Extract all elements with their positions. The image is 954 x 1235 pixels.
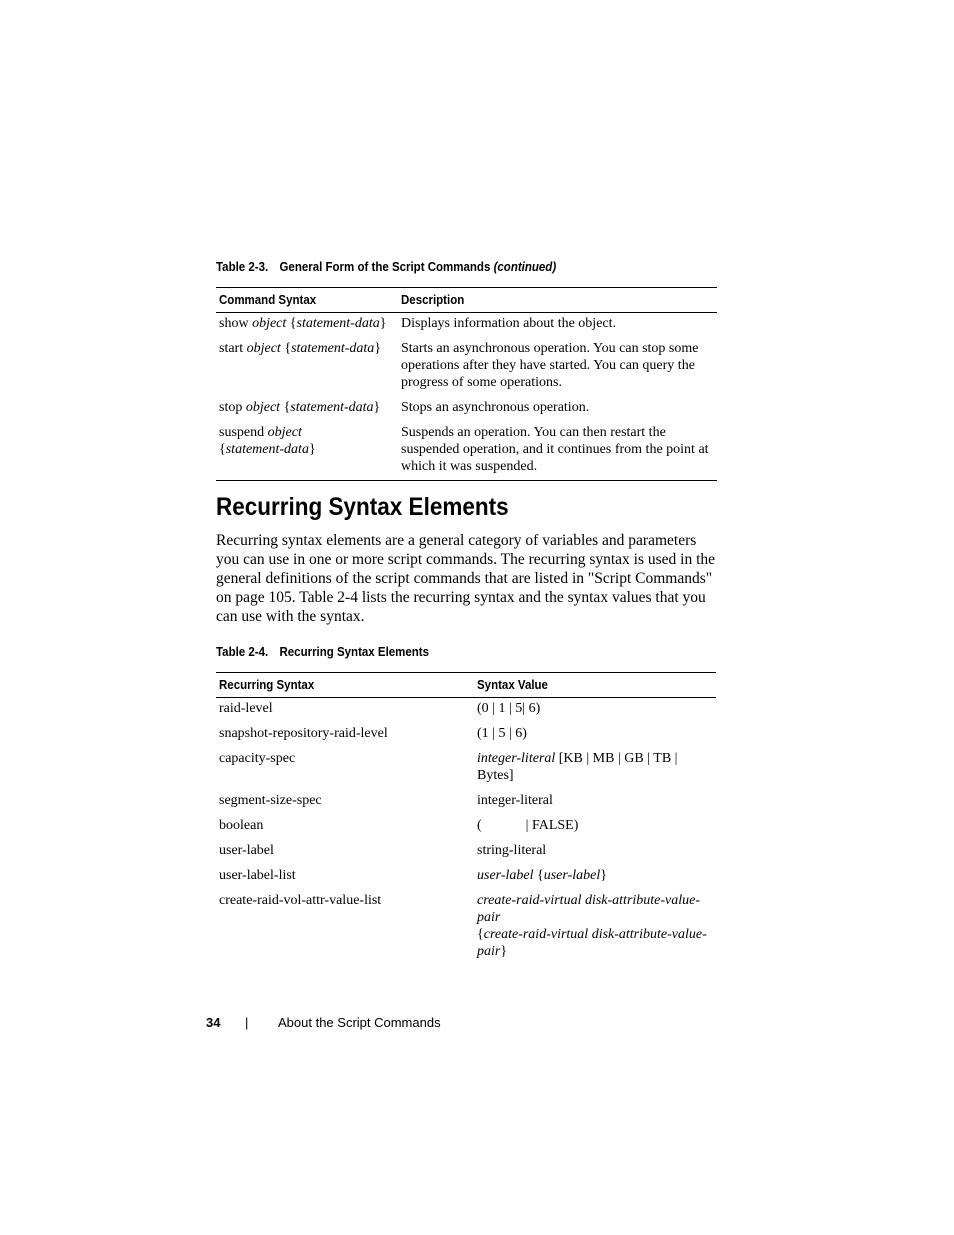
table-caption [216, 645, 429, 659]
table-row [216, 842, 716, 867]
syntax-cell: show object {statement-data} [219, 316, 387, 331]
table-row [216, 867, 716, 892]
description-cell: Stops an asynchronous operation. [401, 400, 590, 415]
table-row [216, 313, 717, 341]
section-heading: Recurring Syntax Elements [216, 493, 509, 521]
syntax-name-cell: snapshot-repository-raid-level [219, 726, 388, 741]
column-header: Recurring Syntax [216, 673, 474, 698]
table-title: General Form of the Script Commands [279, 260, 491, 274]
table-number: Table 2-3. [216, 260, 269, 274]
syntax-name-cell: segment-size-spec [219, 793, 322, 808]
syntax-value-cell: (1 | 5 | 6) [477, 726, 527, 741]
table-row [216, 792, 716, 817]
table-row [216, 892, 716, 965]
syntax-value-cell: integer-literal [477, 793, 553, 808]
syntax-cell: suspend object {statement-data} [216, 424, 398, 481]
table-row [216, 399, 717, 424]
syntax-name-cell: user-label [219, 843, 274, 858]
table-number: Table 2-4. [216, 645, 269, 659]
table-row [216, 817, 716, 842]
table-title: Recurring Syntax Elements [279, 645, 430, 659]
continued-label: (continued) [493, 260, 557, 274]
syntax-value-cell: string-literal [477, 843, 547, 858]
column-header: Command Syntax [216, 288, 398, 313]
description-cell: Displays information about the object. [401, 316, 617, 331]
table-header-row [216, 288, 717, 313]
command-syntax-table [216, 287, 717, 481]
syntax-value-cell: user-label {user-label} [477, 868, 607, 883]
syntax-name-cell: capacity-spec [219, 751, 296, 766]
table-row [216, 424, 717, 481]
table-header-row [216, 673, 716, 698]
table-row [216, 340, 717, 399]
table-row [216, 698, 716, 726]
section-paragraph: Recurring syntax elements are a general category of variables and parameters you can use in one or more script commands. The recurring syntax is used in the general definitions of the script commands that are listed in "Script Commands" on page 105. Table 2-4 lists the recurring syntax and the syntax values that you can use with the syntax. [216, 532, 716, 625]
table-row [216, 725, 716, 750]
footer-title: About the Script Commands [278, 1015, 441, 1030]
table-caption [216, 260, 556, 274]
syntax-name-cell: boolean [219, 818, 264, 833]
syntax-name-cell: create-raid-vol-attr-value-list [219, 893, 382, 908]
syntax-value-cell: integer-literal [KB | MB | GB | TB | Bytes] [477, 751, 678, 783]
syntax-value-cell: create-raid-virtual disk-attribute-value-pair {create-raid-virtual disk-attribute-value-pair} [477, 893, 707, 959]
syntax-cell: stop object {statement-data} [219, 400, 381, 415]
syntax-value-cell: ( | FALSE) [477, 818, 579, 833]
syntax-name-cell: raid-level [219, 701, 273, 716]
syntax-name-cell: user-label-list [219, 868, 296, 883]
syntax-cell: start object {statement-data} [219, 341, 382, 356]
table-row [216, 750, 716, 792]
syntax-value-cell: (0 | 1 | 5| 6) [477, 701, 541, 716]
column-header: Syntax Value [474, 673, 716, 698]
column-header: Description [398, 288, 717, 313]
recurring-syntax-table [216, 672, 716, 965]
page-number: 34 [206, 1015, 221, 1030]
footer-separator: | [245, 1015, 249, 1030]
description-cell: Suspends an operation. You can then restart the suspended operation, and it continues from the point at which it was suspended. [398, 424, 717, 481]
description-cell: Starts an asynchronous operation. You can stop some operations after they have started. You can query the progress of some operations. [401, 341, 699, 390]
